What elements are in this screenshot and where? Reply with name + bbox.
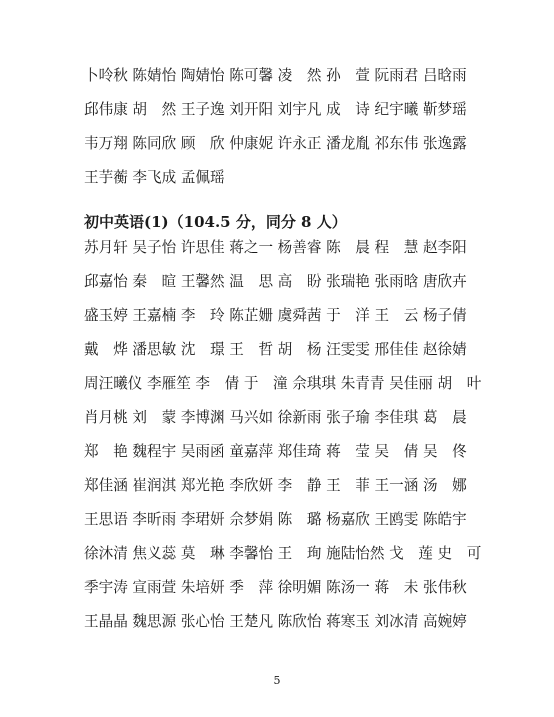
- name-list-line: 王思语 李昕雨 李珺妍 佘梦娟 陈 璐 杨嘉欣 王鸥雯 陈皓宇: [84, 511, 467, 528]
- page-number: 5: [273, 674, 281, 687]
- name-list-line: 苏月轩 吴子怡 许思佳 蒋之一 杨善睿 陈 晨 程 慧 赵李阳: [84, 239, 467, 256]
- name-list-line: 邱伟康 胡 然 王子逸 刘开阳 刘宇凡 成 诗 纪宇曦 靳梦瑶: [84, 101, 467, 118]
- name-list-line: 王芋蘅 李飞成 孟佩瑶: [84, 169, 225, 186]
- name-list-line: 郑 艳 魏程宇 吴雨函 童嘉萍 郑佳琦 蒋 莹 吴 倩 吴 佟: [84, 443, 467, 460]
- name-list-line: 徐沐清 焦义蕊 莫 琳 李馨怡 王 珣 施陆怡然 戈 莲 史 可: [84, 545, 482, 562]
- name-list-line: 卜呤秋 陈婧怡 陶婧怡 陈可馨 凌 然 孙 萱 阮雨君 吕晗雨: [84, 67, 467, 84]
- name-list-line: 周汪曦仪 李雁笙 李 倩 于 潼 佘琪琪 朱青青 吴佳丽 胡 叶: [84, 375, 482, 392]
- section-heading: 初中英语(1)（104.5 分，同分 8 人）: [84, 213, 347, 231]
- name-list-line: 王晶晶 魏思源 张心怡 王楚凡 陈欣怡 蒋寒玉 刘冰清 高婉婷: [84, 613, 467, 630]
- name-list-line: 戴 烨 潘思敏 沈 璟 王 哲 胡 杨 汪雯雯 邢佳佳 赵徐婧: [84, 341, 467, 358]
- name-list-line: 季宇涛 宣雨萱 朱培妍 季 萍 徐明媚 陈汤一 蒋 未 张伟秋: [84, 579, 467, 596]
- name-list-line: 盛玉婷 王嘉楠 李 玲 陈芷姗 虞舜茜 于 洋 王 云 杨子倩: [84, 307, 467, 324]
- name-list-line: 邱嘉怡 秦 暄 王馨然 温 思 高 盼 张瑞艳 张雨晗 唐欣卉: [84, 273, 467, 290]
- name-list-line: 郑佳涵 崔润淇 郑光艳 李欣妍 李 静 王 菲 王一涵 汤 娜: [84, 477, 467, 494]
- name-list-line: 肖月桃 刘 蒙 李博渊 马兴如 徐新雨 张子瑜 李佳琪 葛 晨: [84, 409, 467, 426]
- name-list-line: 韦万翔 陈同欣 顾 欣 仲康妮 许永正 潘龙胤 祁东伟 张逸露: [84, 135, 467, 152]
